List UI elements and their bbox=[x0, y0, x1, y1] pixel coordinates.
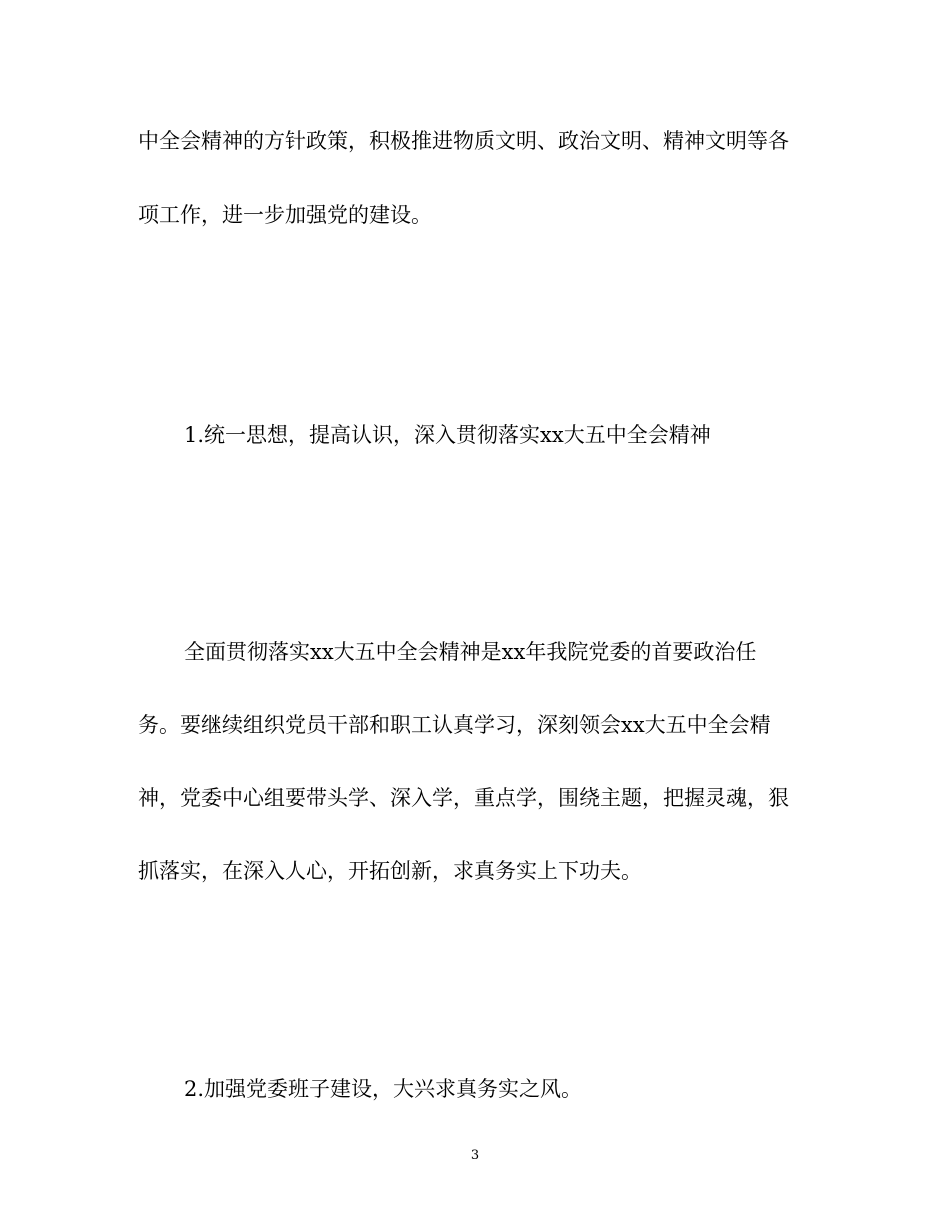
paragraph-2-line-2: 务。要继续组织党员干部和职工认真学习，深刻领会xx大五中全会精 bbox=[138, 713, 771, 737]
section-heading-1: 1.统一思想，提高认识，深入贯彻落实xx大五中全会精神 bbox=[184, 423, 711, 447]
paragraph-2-line-3: 神，党委中心组要带头学、深入学，重点学，围绕主题，把握灵魂，狠 bbox=[138, 786, 789, 810]
page-number: 3 bbox=[470, 1148, 480, 1163]
section-heading-2: 2.加强党委班子建设，大兴求真务实之风。 bbox=[184, 1077, 583, 1101]
paragraph-2-line-1: 全面贯彻落实xx大五中全会精神是xx年我院党委的首要政治任 bbox=[184, 640, 757, 664]
paragraph-1-line-1: 中全会精神的方针政策，积极推进物质文明、政治文明、精神文明等各 bbox=[138, 129, 789, 153]
paragraph-1-line-2: 项工作，进一步加强党的建设。 bbox=[138, 203, 432, 227]
paragraph-2-line-4: 抓落实，在深入人心，开拓创新，求真务实上下功夫。 bbox=[138, 859, 642, 883]
